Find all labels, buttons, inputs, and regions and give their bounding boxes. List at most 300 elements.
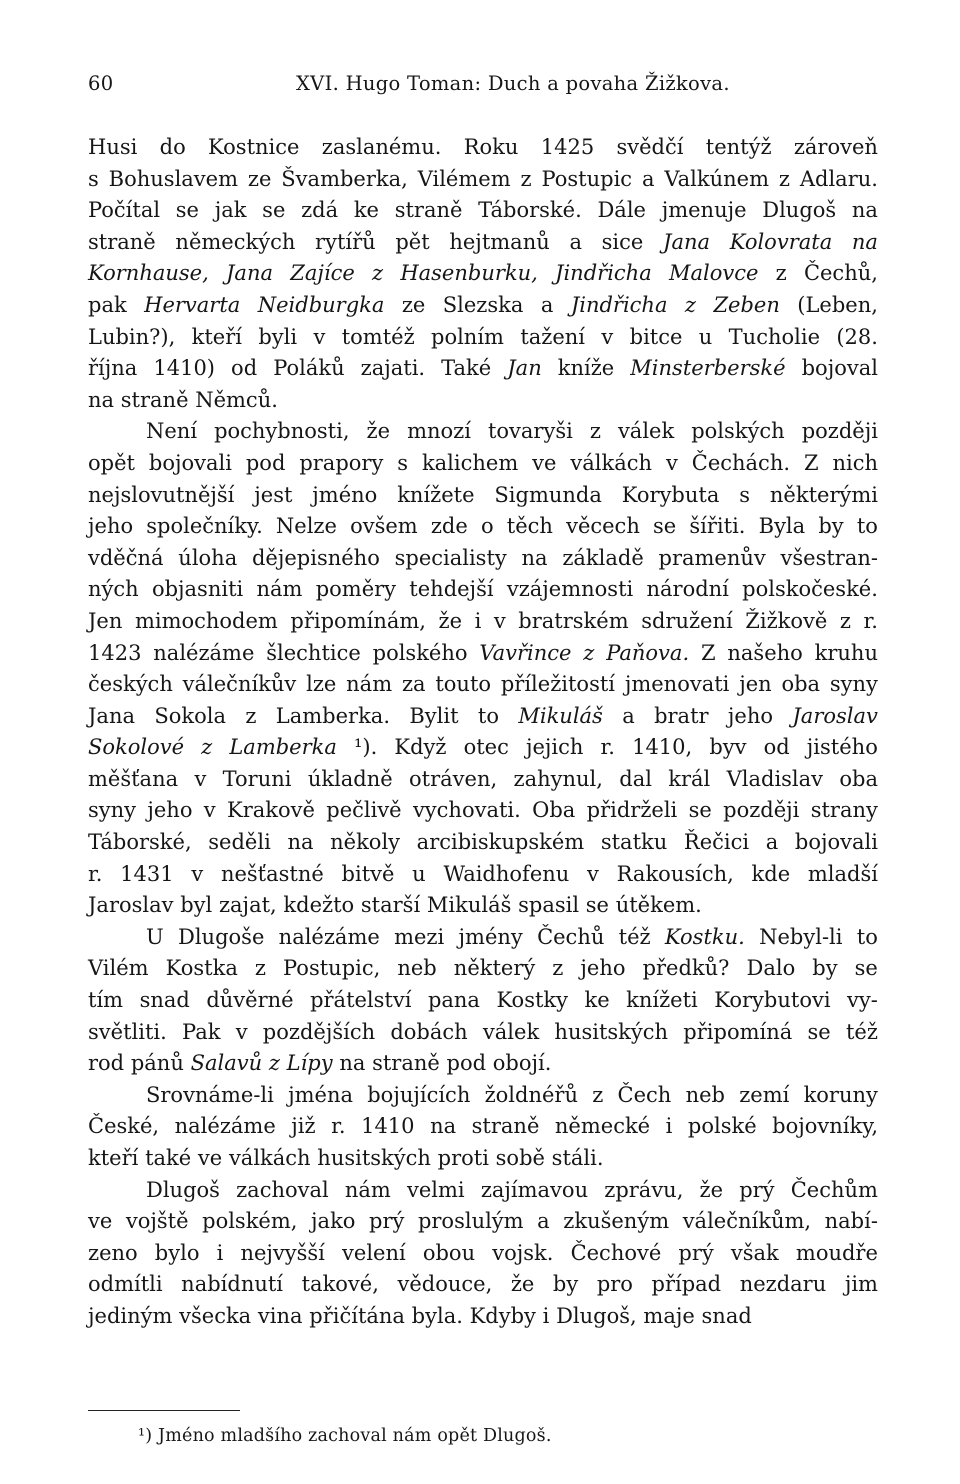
word: nalézáme bbox=[153, 640, 255, 665]
word: Dalo bbox=[746, 956, 796, 981]
word: v bbox=[587, 861, 599, 886]
word: (Leben, bbox=[797, 292, 878, 317]
word: Jindřicha bbox=[555, 261, 652, 286]
word: ovšem bbox=[350, 514, 418, 539]
footnote-rule bbox=[88, 1410, 240, 1411]
word: Hasenburku, bbox=[400, 261, 538, 286]
word: Valkúnem bbox=[664, 166, 769, 191]
word: Čech bbox=[617, 1082, 672, 1107]
word: spasil bbox=[518, 893, 580, 918]
word: v bbox=[235, 1019, 248, 1044]
word: tovaryši bbox=[487, 419, 573, 444]
word: z bbox=[254, 956, 266, 981]
text-line bbox=[88, 922, 878, 954]
word: v bbox=[601, 324, 614, 349]
word: bojovali bbox=[794, 830, 878, 855]
word: s bbox=[88, 166, 99, 191]
word: pak bbox=[88, 292, 127, 317]
running-head bbox=[88, 72, 878, 102]
word: oba bbox=[781, 672, 821, 697]
word: proslulým bbox=[417, 1209, 524, 1234]
word: úkladně bbox=[307, 766, 393, 791]
word: kalichem bbox=[421, 450, 519, 475]
word: Jana bbox=[88, 703, 135, 728]
word: válkách bbox=[570, 450, 653, 475]
word: Počítal bbox=[88, 198, 161, 223]
word: proti bbox=[437, 1146, 489, 1170]
word: polských bbox=[691, 419, 785, 444]
text-line bbox=[88, 795, 878, 827]
word: příležitostí bbox=[500, 672, 615, 697]
word: dějepisného bbox=[251, 545, 380, 570]
word: z bbox=[778, 166, 790, 191]
word: byli bbox=[258, 324, 298, 349]
text-line bbox=[88, 1111, 878, 1143]
word: kteří bbox=[191, 324, 242, 349]
word: Nebyl-li bbox=[759, 924, 843, 949]
word: by bbox=[818, 514, 844, 539]
word: jediným bbox=[88, 1303, 173, 1328]
word: odmítli bbox=[88, 1272, 163, 1297]
word: r. bbox=[600, 735, 615, 760]
word: Není bbox=[146, 419, 198, 444]
word: prapory bbox=[299, 450, 384, 475]
word: Dále bbox=[597, 198, 646, 223]
word: Waidhofenu bbox=[443, 861, 570, 886]
word: a bbox=[641, 166, 655, 191]
word: zahynul, bbox=[513, 766, 603, 791]
text-line bbox=[88, 985, 878, 1017]
word: Malovce bbox=[668, 261, 759, 286]
word: velení bbox=[342, 1240, 406, 1265]
word: u bbox=[698, 324, 713, 349]
word: sdružení bbox=[641, 608, 733, 633]
word: o bbox=[480, 514, 494, 539]
word: i bbox=[216, 1240, 224, 1265]
word: Čechům bbox=[790, 1177, 878, 1202]
word: to bbox=[856, 514, 878, 539]
word: husitských bbox=[317, 1146, 431, 1170]
word: Čechách. bbox=[691, 450, 791, 475]
word: by bbox=[812, 956, 838, 981]
word: ke bbox=[584, 988, 610, 1013]
word: 1425 bbox=[540, 135, 595, 159]
word: ze bbox=[401, 292, 426, 317]
word: později bbox=[723, 798, 800, 823]
word: Vladislav bbox=[726, 766, 824, 791]
word: se bbox=[653, 514, 677, 539]
word: oba bbox=[839, 766, 878, 791]
word: straně bbox=[120, 387, 189, 412]
word: válečníkův bbox=[182, 672, 297, 697]
word: Z bbox=[803, 450, 819, 475]
word: bojujících bbox=[367, 1082, 471, 1107]
word: měšťana bbox=[88, 766, 179, 791]
word: z bbox=[372, 261, 384, 286]
text-line bbox=[88, 1206, 878, 1238]
word: šířiti. bbox=[689, 514, 746, 539]
word: Postupic, bbox=[283, 956, 381, 981]
text-line bbox=[88, 1143, 878, 1175]
word: z bbox=[201, 735, 213, 760]
word: světliti. bbox=[88, 1019, 167, 1044]
text-line bbox=[88, 416, 878, 448]
word: statku bbox=[600, 830, 668, 855]
word: Tucholie bbox=[728, 324, 820, 349]
word: v bbox=[313, 324, 326, 349]
word: kde bbox=[751, 861, 791, 886]
word: Kdyby bbox=[469, 1303, 536, 1328]
text-line bbox=[88, 227, 878, 259]
word: otráven, bbox=[409, 766, 498, 791]
text-line bbox=[88, 353, 878, 385]
word: to bbox=[477, 703, 499, 728]
text-line bbox=[88, 132, 878, 164]
word: vina bbox=[257, 1303, 303, 1328]
word: na bbox=[521, 545, 548, 570]
word: předků? bbox=[642, 956, 730, 981]
word: na bbox=[339, 1051, 366, 1076]
word: vojsk. bbox=[492, 1240, 554, 1265]
word: zachoval bbox=[236, 1177, 329, 1202]
word: v bbox=[191, 861, 204, 886]
word: Srovnáme-li bbox=[146, 1082, 274, 1107]
word: že bbox=[510, 1272, 535, 1297]
word: i bbox=[665, 1114, 673, 1139]
word: vy- bbox=[847, 988, 878, 1013]
text-line bbox=[88, 480, 878, 512]
word: i bbox=[542, 1303, 550, 1328]
word: národní bbox=[646, 577, 729, 602]
word: bitvě bbox=[341, 861, 395, 886]
word: pozdějších bbox=[262, 1019, 376, 1044]
word: Kornhause, bbox=[88, 261, 209, 286]
word: tentýž bbox=[705, 135, 772, 159]
word: neb bbox=[397, 956, 437, 981]
word: koruny bbox=[803, 1082, 878, 1107]
word: bojoval bbox=[801, 356, 878, 381]
word: se bbox=[688, 798, 712, 823]
body-text bbox=[88, 132, 878, 1333]
word: obou bbox=[422, 1240, 476, 1265]
word: to bbox=[856, 924, 878, 949]
word: na bbox=[851, 229, 878, 254]
word: pana bbox=[427, 988, 480, 1013]
word: straně bbox=[372, 1051, 440, 1076]
word: Paňova. bbox=[606, 640, 690, 665]
word: touto bbox=[435, 672, 492, 697]
word: Lubin?), bbox=[88, 324, 176, 349]
word: sice bbox=[601, 229, 644, 254]
word: maje bbox=[643, 1303, 695, 1328]
text-line bbox=[88, 511, 878, 543]
word: z bbox=[684, 292, 696, 317]
word: zaslanému. bbox=[321, 135, 442, 159]
text-line bbox=[88, 701, 878, 733]
word: Vavřince bbox=[479, 640, 572, 665]
paragraph bbox=[88, 1175, 878, 1333]
word: byl bbox=[180, 893, 213, 918]
word: polského bbox=[372, 640, 468, 665]
word: jest bbox=[254, 482, 293, 507]
word: útěkem. bbox=[615, 893, 702, 918]
word: pro bbox=[596, 1272, 633, 1297]
word: se bbox=[807, 1019, 831, 1044]
word: Vilémem bbox=[417, 166, 511, 191]
word: mnozí bbox=[407, 419, 471, 444]
word: jeho bbox=[147, 798, 193, 823]
word: obojí. bbox=[492, 1051, 552, 1076]
word: Sokola bbox=[154, 703, 226, 728]
word: Čechové bbox=[570, 1240, 662, 1265]
word: svědčí bbox=[616, 135, 684, 159]
word: nezdaru bbox=[739, 1272, 827, 1297]
word: nabídnutí bbox=[181, 1272, 284, 1297]
text-line bbox=[88, 1238, 878, 1270]
word: Korybutovi bbox=[714, 988, 831, 1013]
word: některý bbox=[453, 956, 536, 981]
word: nich bbox=[832, 450, 878, 475]
word: Bohuslavem bbox=[108, 166, 239, 191]
word: kruhu bbox=[814, 640, 878, 665]
word: Kostka bbox=[165, 956, 238, 981]
word: polním bbox=[431, 324, 504, 349]
word: knížete bbox=[397, 482, 475, 507]
text-line bbox=[88, 322, 878, 354]
text-line bbox=[88, 258, 878, 290]
word: 1410) bbox=[153, 356, 215, 381]
word: Čechů, bbox=[803, 261, 878, 286]
word: z bbox=[589, 419, 601, 444]
word: Byla bbox=[758, 514, 806, 539]
word: jmenuje bbox=[661, 198, 747, 223]
text-line bbox=[88, 859, 878, 891]
paragraph bbox=[88, 416, 878, 922]
word: Jaroslav bbox=[88, 893, 174, 918]
word: s bbox=[397, 450, 409, 475]
word: nešťastné bbox=[220, 861, 324, 886]
word: Minsterberské bbox=[630, 356, 786, 381]
word: Žižkově bbox=[745, 608, 828, 633]
word: Jaroslav bbox=[792, 703, 878, 728]
word: od bbox=[763, 735, 790, 760]
word: Táborské, bbox=[88, 830, 192, 855]
word: u bbox=[412, 861, 426, 886]
word: jistého bbox=[806, 735, 878, 760]
word: válek bbox=[617, 419, 675, 444]
word: opět bbox=[88, 450, 135, 475]
word: Korybuta bbox=[621, 482, 720, 507]
word: na bbox=[430, 1114, 457, 1139]
word: též bbox=[618, 924, 651, 949]
word: též bbox=[845, 1019, 878, 1044]
text-line bbox=[88, 732, 878, 764]
word: i bbox=[474, 608, 482, 633]
text-line bbox=[88, 606, 878, 638]
word: Táborské. bbox=[478, 198, 582, 223]
word: do bbox=[159, 135, 186, 159]
word: z bbox=[775, 261, 787, 286]
word: z bbox=[552, 956, 564, 981]
word: základě bbox=[562, 545, 644, 570]
text-line bbox=[88, 164, 878, 196]
word: také bbox=[145, 1146, 192, 1170]
word: českých bbox=[88, 672, 173, 697]
word: velmi bbox=[407, 1177, 465, 1202]
word: Kostku. bbox=[664, 924, 745, 949]
word: našeho bbox=[727, 640, 803, 665]
word: zároveň bbox=[793, 135, 878, 159]
word: se bbox=[262, 198, 286, 223]
word: tažení bbox=[520, 324, 586, 349]
word: snad bbox=[701, 1303, 752, 1328]
word: knížeti bbox=[626, 988, 698, 1013]
word: připomínám, bbox=[290, 608, 426, 633]
word: dal bbox=[619, 766, 652, 791]
word: 1410, bbox=[632, 735, 693, 760]
word: hejtmanů bbox=[449, 229, 550, 254]
word: Z bbox=[700, 640, 716, 665]
word: kdežto bbox=[283, 893, 355, 918]
word: pochybnosti, bbox=[214, 419, 350, 444]
word: specialisty bbox=[394, 545, 507, 570]
running-title: XVI. Hugo Toman: Duch a povaha Žižkova. bbox=[296, 72, 730, 95]
word: Sokolové bbox=[88, 735, 185, 760]
word: z bbox=[592, 1082, 604, 1107]
word: Dlugoše bbox=[178, 924, 265, 949]
word: Mikuláš bbox=[518, 703, 603, 728]
word: bojovali bbox=[148, 450, 232, 475]
word: jen bbox=[739, 672, 772, 697]
text-line bbox=[88, 1017, 878, 1049]
word: a bbox=[537, 1209, 550, 1234]
word: Jan bbox=[507, 356, 542, 381]
word: Jindřicha bbox=[570, 292, 668, 317]
text-line bbox=[88, 385, 878, 417]
word: 1431 bbox=[120, 861, 174, 886]
word: Mikuláš bbox=[426, 893, 512, 918]
word: Zajíce bbox=[290, 261, 355, 286]
word: se bbox=[175, 198, 199, 223]
word: a bbox=[569, 229, 582, 254]
word: a bbox=[765, 830, 779, 855]
word: zprávu, bbox=[604, 1177, 684, 1202]
word: vychovati. bbox=[412, 798, 521, 823]
word: kníže bbox=[557, 356, 615, 381]
word: žoldnéřů bbox=[484, 1082, 578, 1107]
word: Vilém bbox=[88, 956, 149, 981]
word: otec bbox=[463, 735, 509, 760]
word: Také bbox=[441, 356, 492, 381]
word: na bbox=[88, 387, 115, 412]
word: zajati. bbox=[360, 356, 426, 381]
word: s bbox=[739, 482, 751, 507]
word: Jana bbox=[226, 261, 273, 286]
word: ve bbox=[88, 1209, 113, 1234]
word: vojště bbox=[125, 1209, 189, 1234]
word: za bbox=[401, 672, 426, 697]
word: jeho bbox=[580, 956, 626, 981]
word: straně bbox=[394, 198, 463, 223]
word: mezi bbox=[394, 924, 445, 949]
word: v bbox=[194, 766, 207, 791]
word: Husi bbox=[88, 135, 138, 159]
word: vědouce, bbox=[397, 1272, 493, 1297]
word: a bbox=[540, 292, 554, 317]
word: z bbox=[583, 640, 595, 665]
footnote: ¹) Jméno mladšího zachoval nám opět Dlugoš. bbox=[138, 1426, 552, 1446]
word: úloha bbox=[178, 545, 238, 570]
word: zajat, bbox=[218, 893, 277, 918]
word: jmenovati bbox=[624, 672, 730, 697]
text-line bbox=[88, 1301, 878, 1333]
word: starší bbox=[360, 893, 421, 918]
word: by bbox=[552, 1272, 579, 1297]
word: důvěrné bbox=[206, 988, 294, 1013]
word: r. bbox=[88, 861, 103, 886]
text-line bbox=[88, 1269, 878, 1301]
word: Krakově bbox=[227, 798, 315, 823]
text-line bbox=[88, 1080, 878, 1112]
text-line bbox=[88, 638, 878, 670]
word: zkušeným bbox=[563, 1209, 670, 1234]
text-line bbox=[88, 890, 878, 922]
word: Roku bbox=[463, 135, 519, 159]
word: zde bbox=[430, 514, 468, 539]
text-line bbox=[88, 543, 878, 575]
word: Bylit bbox=[409, 703, 459, 728]
word: přátelství bbox=[310, 988, 412, 1013]
text-line bbox=[88, 1048, 878, 1080]
word: Dlugoš bbox=[146, 1177, 220, 1202]
word: stáli. bbox=[551, 1146, 604, 1170]
word: Slezska bbox=[442, 292, 524, 317]
word: však bbox=[730, 1240, 779, 1265]
word: nám bbox=[346, 672, 393, 697]
word: 1423 bbox=[88, 640, 142, 665]
word: tím bbox=[88, 988, 124, 1013]
word: dobách bbox=[390, 1019, 468, 1044]
word: Švamberka, bbox=[281, 166, 408, 191]
word: již bbox=[291, 1114, 316, 1139]
word: 1410 bbox=[361, 1114, 415, 1139]
word: ve bbox=[532, 450, 557, 475]
word: října bbox=[88, 356, 138, 381]
word: prý bbox=[369, 1209, 405, 1234]
word: že bbox=[438, 608, 463, 633]
text-line bbox=[88, 448, 878, 480]
word: neb bbox=[685, 1082, 725, 1107]
word: kteří bbox=[88, 1146, 139, 1170]
word: společníky. bbox=[146, 514, 263, 539]
word: straně bbox=[88, 229, 156, 254]
word: nalézáme bbox=[174, 1114, 276, 1139]
paragraph bbox=[88, 922, 878, 1080]
text-line bbox=[88, 827, 878, 859]
word: ných bbox=[88, 577, 139, 602]
word: Kostky bbox=[496, 988, 569, 1013]
word: věcech bbox=[566, 514, 640, 539]
word: Němců. bbox=[195, 387, 278, 412]
word: Jen bbox=[88, 608, 123, 633]
word: ze bbox=[247, 166, 272, 191]
word: r. bbox=[863, 608, 878, 633]
word: z bbox=[245, 703, 257, 728]
word: prý bbox=[739, 1177, 775, 1202]
word: Hervarta bbox=[144, 292, 241, 317]
word: některými bbox=[769, 482, 878, 507]
word: Čechů bbox=[537, 924, 605, 949]
